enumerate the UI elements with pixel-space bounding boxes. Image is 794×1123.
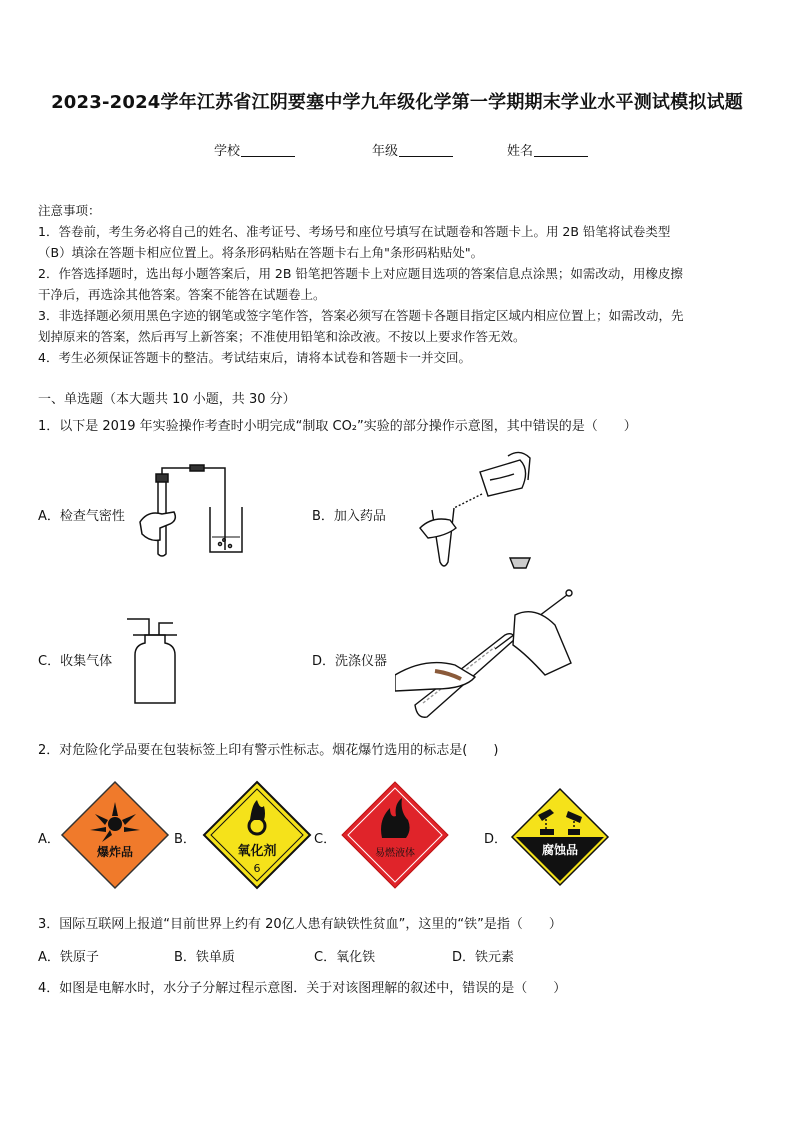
explosive-sign (60, 780, 170, 890)
note-line: （B）填涂在答题卡相应位置上。将条形码粘贴在答题卡右上角"条形码粘贴处"。 (38, 245, 484, 260)
oxidizer-sign-number: 6 (253, 862, 261, 875)
q3-option-d: D．铁元素 (452, 950, 515, 965)
note-line: 1．答卷前，考生务必将自己的姓名、准考证号、考场号和座位号填写在试题卷和答题卡上。用 2B 铅笔将试卷类型 (38, 224, 671, 239)
q2-option-b: B． (174, 832, 196, 847)
q1-option-b: B．加入药品 (312, 509, 386, 524)
q3-option-a: A．铁原子 (38, 950, 99, 965)
school-blank (241, 142, 295, 157)
note-line: 2．作答选择题时，选出每小题答案后，用 2B 铅笔把答题卡上对应题目选项的答案信息点涂黑；如需改动，用橡皮擦 (38, 266, 683, 281)
flammable-liquid-sign (340, 780, 450, 890)
grade-label: 年级 (372, 144, 399, 159)
q2-option-d: D． (484, 832, 508, 847)
name-blank (534, 142, 588, 157)
name-label: 姓名 (507, 144, 534, 159)
q1-option-d: D．洗涤仪器 (312, 654, 388, 669)
question-4-stem: 4．如图是电解水时，水分子分解过程示意图．关于对该图理解的叙述中，错误的是（ ） (38, 981, 567, 996)
explosive-sign-label: 爆炸品 (96, 845, 134, 859)
question-3-stem: 3．国际互联网上报道“目前世界上约有 20亿人患有缺铁性贫血”，这里的“铁”是指（ ） (38, 917, 562, 932)
collect-gas-figure (125, 615, 185, 705)
page-title: 2023-2024学年江苏省江阴要塞中学九年级化学第一学期期末学业水平测试模拟试题 (51, 92, 743, 113)
oxidizer-sign (202, 780, 312, 890)
note-line: 干净后，再选涂其他答案。答案不能答在试题卷上。 (38, 287, 326, 302)
name-field (507, 140, 588, 159)
school-field (214, 140, 295, 159)
oxidizer-sign-label: 氧化剂 (237, 844, 277, 859)
add-reagent-figure (410, 450, 540, 575)
grade-blank (399, 142, 453, 157)
note-line: 3．非选择题必须用黑色字迹的钢笔或签字笔作答，答案必须写在答题卡各题目指定区域内相应位置上；如需改动，先 (38, 308, 684, 323)
flammable-liquid-sign-label: 易燃液体 (375, 848, 415, 859)
q3-option-c: C．氧化铁 (314, 950, 376, 965)
note-line: 划掉原来的答案，然后再写上新答案；不准使用铅笔和涂改液。不按以上要求作答无效。 (38, 329, 526, 344)
corrosive-sign-label: 腐蚀品 (541, 843, 579, 857)
note-line: 4．考生必须保证答题卡的整洁。考试结束后，请将本试卷和答题卡一并交回。 (38, 350, 471, 365)
airtightness-check-figure (130, 462, 260, 557)
section-heading: 一、单选题（本大题共 10 小题，共 30 分） (38, 392, 296, 407)
q1-option-c: C．收集气体 (38, 654, 113, 669)
school-label: 学校 (214, 144, 241, 159)
wash-instrument-figure (395, 585, 585, 725)
q3-option-b: B．铁单质 (174, 950, 235, 965)
q2-option-a: A． (38, 832, 60, 847)
q2-option-c: C． (314, 832, 337, 847)
grade-field (372, 140, 453, 159)
q1-option-a: A．检查气密性 (38, 509, 125, 524)
question-1-stem: 1．以下是 2019 年实验操作考查时小明完成“制取 CO₂”实验的部分操作示意图，其中错误的是（ ） (38, 419, 637, 434)
notes-heading: 注意事项： (38, 203, 101, 218)
notes-list (38, 221, 768, 368)
corrosive-sign (510, 787, 610, 887)
question-2-stem: 2．对危险化学品要在包装标签上印有警示性标志。烟花爆竹选用的标志是( ) (38, 743, 499, 758)
